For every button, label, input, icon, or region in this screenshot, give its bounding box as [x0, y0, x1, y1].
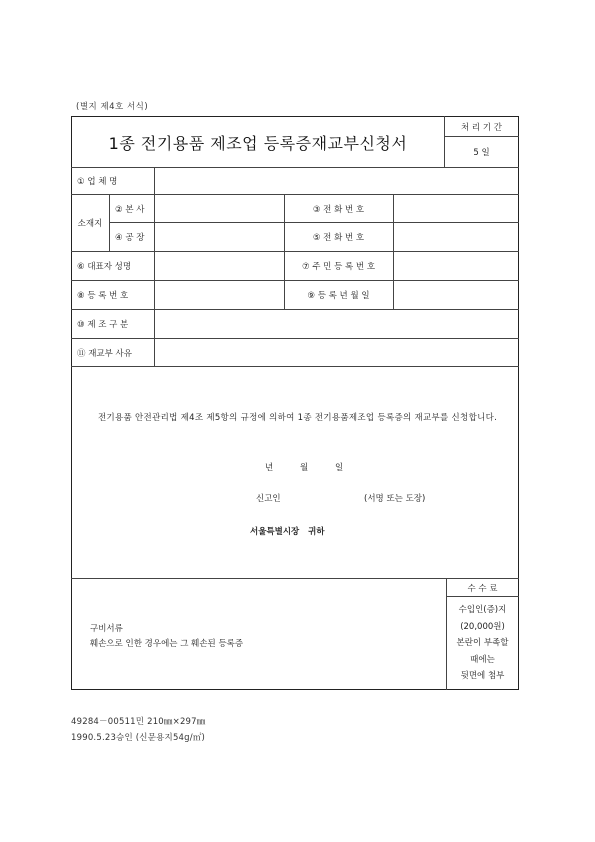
applicant-label: 신고인 — [256, 494, 281, 504]
fee-header: 수 수 료 — [467, 583, 498, 594]
divider — [71, 366, 519, 367]
fee-note-line: 수입인(증)지 — [458, 605, 507, 615]
head-office-label: ② 본 사 — [115, 204, 145, 215]
form-print-code: 49284－00511민 210㎜×297㎜ — [71, 717, 206, 727]
registration-date-field[interactable] — [394, 281, 518, 309]
fee-note-line: 때에는 — [470, 654, 495, 665]
factory-field[interactable] — [155, 223, 284, 251]
head-office-phone-field[interactable] — [394, 195, 518, 222]
registration-number-field[interactable] — [155, 281, 284, 309]
fee-note-line: (20,000원) — [460, 621, 505, 632]
phone-label-head-office: ③ 전 화 번 호 — [312, 204, 365, 215]
application-statement: 전기용품 안전관리법 제4조 제5항의 규정에 의하여 1종 전기용품제조업 등록증의 재교부를 신청합니다. — [98, 413, 498, 423]
company-name-field[interactable] — [155, 168, 518, 194]
factory-label: ④ 공 장 — [115, 233, 145, 243]
phone-label-factory: ⑤ 전 화 번 호 — [312, 233, 365, 243]
date-month-label: 월 — [300, 463, 309, 473]
manufacturing-type-label: ⑩ 제 조 구 분 — [77, 320, 129, 330]
fee-note-line: 본란이 부족할 — [456, 638, 509, 648]
signature-or-seal-label: (서명 또는 도장) — [364, 494, 426, 504]
form-number-label: (별지 제4호 서식) — [76, 102, 149, 112]
processing-period-value: 5 일 — [473, 148, 490, 158]
registration-number-label: ⑧ 등 록 번 호 — [77, 291, 129, 301]
form-approval-note: 1990.5.23승인 (신문용지54g/㎡) — [71, 733, 206, 743]
date-year-label: 년 — [265, 463, 274, 473]
factory-phone-field[interactable] — [394, 223, 518, 251]
manufacturing-type-field[interactable] — [155, 310, 518, 338]
reissue-reason-label: ⑪ 재교부 사유 — [77, 348, 132, 359]
date-day-label: 일 — [335, 463, 344, 473]
recipient-label: 서울특별시장 귀하 — [250, 527, 325, 537]
fee-note-line: 뒷면에 첨부 — [460, 671, 505, 681]
resident-number-field[interactable] — [394, 252, 518, 280]
fee-note — [446, 602, 519, 685]
divider — [446, 596, 519, 597]
company-name-label: ① 업 체 명 — [77, 177, 118, 187]
representative-field[interactable] — [155, 252, 284, 280]
location-group-label: 소재지 — [77, 219, 103, 229]
required-documents-label: 구비서류 — [90, 624, 123, 634]
form-title: 1종 전기용품 제조업 등록증재교부신청서 — [108, 133, 408, 153]
representative-label: ⑥ 대표자 성명 — [77, 262, 132, 272]
required-document-item: 훼손으로 인한 경우에는 그 훼손된 등록증 — [90, 639, 244, 649]
registration-date-label: ⑨ 등 록 년 월 일 — [307, 291, 370, 301]
reissue-reason-field[interactable] — [155, 339, 518, 366]
resident-number-label: ⑦ 주 민 등 록 번 호 — [301, 262, 376, 272]
processing-period-label: 처 리 기 간 — [461, 122, 502, 133]
head-office-field[interactable] — [155, 195, 284, 222]
